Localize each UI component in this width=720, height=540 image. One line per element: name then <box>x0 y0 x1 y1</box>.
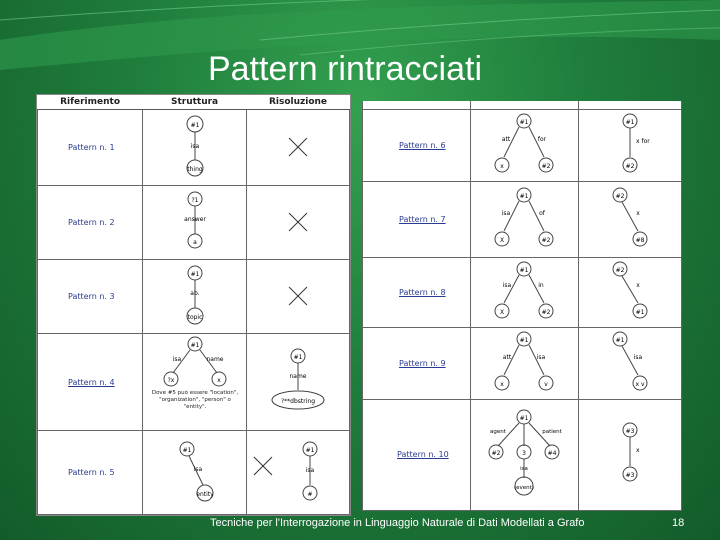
svg-text:x: x <box>500 163 505 170</box>
svg-text:#1: #1 <box>615 337 625 344</box>
structure-graph-10 <box>474 408 574 500</box>
pattern-ref-10[interactable]: Pattern n. 10 <box>363 399 471 511</box>
structure-graph-4 <box>145 335 245 427</box>
resolution-cell-7 <box>579 181 682 257</box>
svg-text:x: x <box>636 210 640 217</box>
column-header-risoluzione: Risoluzione <box>247 95 350 110</box>
svg-text:x: x <box>500 381 505 388</box>
resolution-cell-4 <box>247 334 350 431</box>
structure-cell-2 <box>143 186 247 260</box>
structure-cell-6 <box>470 109 578 181</box>
structure-cell-8 <box>470 257 578 327</box>
svg-text:in: in <box>538 282 545 289</box>
slide-footer: Tecniche per l'Interrogazione in Linguaggio Naturale di Dati Modellati a Grafo <box>210 517 585 529</box>
resolution-graph-9 <box>580 329 680 395</box>
svg-text:name: name <box>289 373 307 380</box>
svg-text:#: # <box>307 490 313 498</box>
svg-text:entity: entity <box>195 490 214 498</box>
svg-text:att: att <box>502 136 511 143</box>
structure-cell-1 <box>143 110 247 186</box>
table-row <box>363 257 682 327</box>
resolution-graph-10 <box>580 414 680 494</box>
svg-text:#1: #1 <box>190 270 199 278</box>
svg-text:x for: x for <box>636 138 650 145</box>
svg-text:isa: isa <box>502 210 511 217</box>
svg-text:#2: #2 <box>541 163 551 170</box>
pattern-ref-9[interactable]: Pattern n. 9 <box>363 327 471 399</box>
svg-text:for: for <box>538 136 547 143</box>
structure-cell-4 <box>143 334 247 431</box>
svg-text:#1: #1 <box>519 414 529 422</box>
svg-text:#2: #2 <box>491 449 501 457</box>
pattern-ref-7[interactable]: Pattern n. 7 <box>363 181 471 257</box>
slide-title: Pattern rintracciati <box>208 50 482 88</box>
resolution-graph-5 <box>248 437 348 507</box>
resolution-cell-3 <box>247 260 350 334</box>
table-header-row <box>363 101 682 109</box>
table-header-row <box>38 95 350 110</box>
resolution-cell-10 <box>579 399 682 511</box>
svg-text:x: x <box>636 446 640 454</box>
svg-text:isa: isa <box>633 354 643 361</box>
svg-text:#2: #2 <box>625 163 635 170</box>
svg-text:answer: answer <box>183 215 206 223</box>
structure-graph-6 <box>474 111 574 177</box>
svg-text:#1: #1 <box>182 446 191 454</box>
pattern-ref-8[interactable]: Pattern n. 8 <box>363 257 471 327</box>
svg-text:#4: #4 <box>547 449 557 457</box>
left-pattern-table-panel <box>36 94 351 516</box>
structure-graph-5 <box>145 437 245 507</box>
column-header-riferimento: Riferimento <box>38 95 143 110</box>
svg-text:#2: #2 <box>615 267 625 274</box>
svg-text:isa: isa <box>537 354 546 361</box>
svg-text:patient: patient <box>542 428 563 435</box>
resolution-graph-7 <box>580 185 680 251</box>
right-pattern-table <box>362 101 682 511</box>
svg-text:isa: isa <box>503 282 512 289</box>
svg-text:agent: agent <box>490 428 507 435</box>
structure-cell-7 <box>470 181 578 257</box>
svg-text:#1: #1 <box>519 193 529 200</box>
table-row <box>363 327 682 399</box>
structure-note: Dove #5 può essere "location", "organization", "person" o "entity". <box>151 390 238 410</box>
svg-text:#1: #1 <box>519 337 529 344</box>
structure-graph-8 <box>474 259 574 323</box>
svg-text:name: name <box>206 356 224 363</box>
table-row <box>363 181 682 257</box>
svg-text:ab.: ab. <box>189 289 200 297</box>
svg-text:isa: isa <box>172 356 181 363</box>
pattern-ref-4[interactable]: Pattern n. 4 <box>38 334 143 431</box>
resolution-cell-9 <box>579 327 682 399</box>
svg-text:X: X <box>500 309 505 316</box>
right-pattern-table-panel <box>362 101 682 511</box>
svg-text:#1: #1 <box>190 342 199 349</box>
svg-text:#1: #1 <box>519 119 529 126</box>
pattern-ref-1: Pattern n. 1 <box>38 110 143 186</box>
svg-text:att: att <box>503 354 512 361</box>
svg-text:#2: #2 <box>541 309 551 316</box>
svg-text:#3: #3 <box>625 427 635 435</box>
svg-text:a: a <box>192 238 197 246</box>
structure-graph-2 <box>145 189 245 255</box>
svg-text:x: x <box>216 377 221 384</box>
structure-cell-3 <box>143 260 247 334</box>
resolution-graph-4 <box>248 346 348 416</box>
left-pattern-table <box>37 95 350 515</box>
structure-cell-9 <box>470 327 578 399</box>
svg-text:X: X <box>500 237 505 244</box>
pattern-ref-3: Pattern n. 3 <box>38 260 143 334</box>
structure-graph-3 <box>145 263 245 329</box>
table-row <box>38 110 350 186</box>
svg-text:?1: ?1 <box>191 196 199 204</box>
svg-text:isa: isa <box>520 465 529 472</box>
svg-text:?x: ?x <box>167 377 174 384</box>
svg-text:#1: #1 <box>625 119 635 126</box>
pattern-ref-5: Pattern n. 5 <box>38 431 143 515</box>
svg-text:#1: #1 <box>519 267 529 274</box>
structure-graph-9 <box>474 329 574 395</box>
page-number: 18 <box>672 517 685 529</box>
structure-graph-1 <box>145 112 245 182</box>
resolution-cell-1 <box>247 110 350 186</box>
svg-text:thing: thing <box>186 165 203 173</box>
cross-icon <box>286 135 310 159</box>
svg-text:isa: isa <box>305 466 315 474</box>
svg-text:x v: x v <box>635 381 645 388</box>
structure-cell-5 <box>143 431 247 515</box>
table-row <box>38 334 350 431</box>
pattern-ref-6[interactable]: Pattern n. 6 <box>363 109 471 181</box>
resolution-cell-8 <box>579 257 682 327</box>
table-row <box>38 186 350 260</box>
svg-text:#8: #8 <box>635 237 645 244</box>
table-row <box>38 431 350 515</box>
svg-text:#3: #3 <box>625 471 635 479</box>
table-row <box>38 260 350 334</box>
resolution-graph-6 <box>580 111 680 177</box>
svg-text:#2: #2 <box>541 237 551 244</box>
table-row <box>363 399 682 511</box>
svg-text:#1: #1 <box>305 446 315 454</box>
table-row <box>363 109 682 181</box>
resolution-cell-5 <box>247 431 350 515</box>
column-header-struttura: Struttura <box>143 95 247 110</box>
cross-icon <box>286 210 310 234</box>
svg-text:x: x <box>636 282 640 289</box>
svg-text:#1: #1 <box>293 354 303 361</box>
cross-icon <box>286 284 310 308</box>
svg-text:#2: #2 <box>615 193 625 200</box>
pattern-ref-2: Pattern n. 2 <box>38 186 143 260</box>
structure-cell-10 <box>470 399 578 511</box>
svg-text:(event): (event) <box>514 484 535 491</box>
svg-text:isa: isa <box>190 142 199 150</box>
resolution-cell-6 <box>579 109 682 181</box>
svg-text:?**dbstring: ?**dbstring <box>280 398 316 405</box>
svg-text:#1: #1 <box>635 309 645 316</box>
structure-graph-7 <box>474 185 574 251</box>
svg-text:topic: topic <box>187 313 202 321</box>
svg-text:v: v <box>544 381 549 388</box>
svg-text:#1: #1 <box>190 121 199 129</box>
resolution-cell-2 <box>247 186 350 260</box>
svg-text:of: of <box>539 210 546 217</box>
resolution-graph-8 <box>580 259 680 323</box>
svg-text:isa: isa <box>193 465 202 473</box>
svg-text:3: 3 <box>522 449 527 457</box>
